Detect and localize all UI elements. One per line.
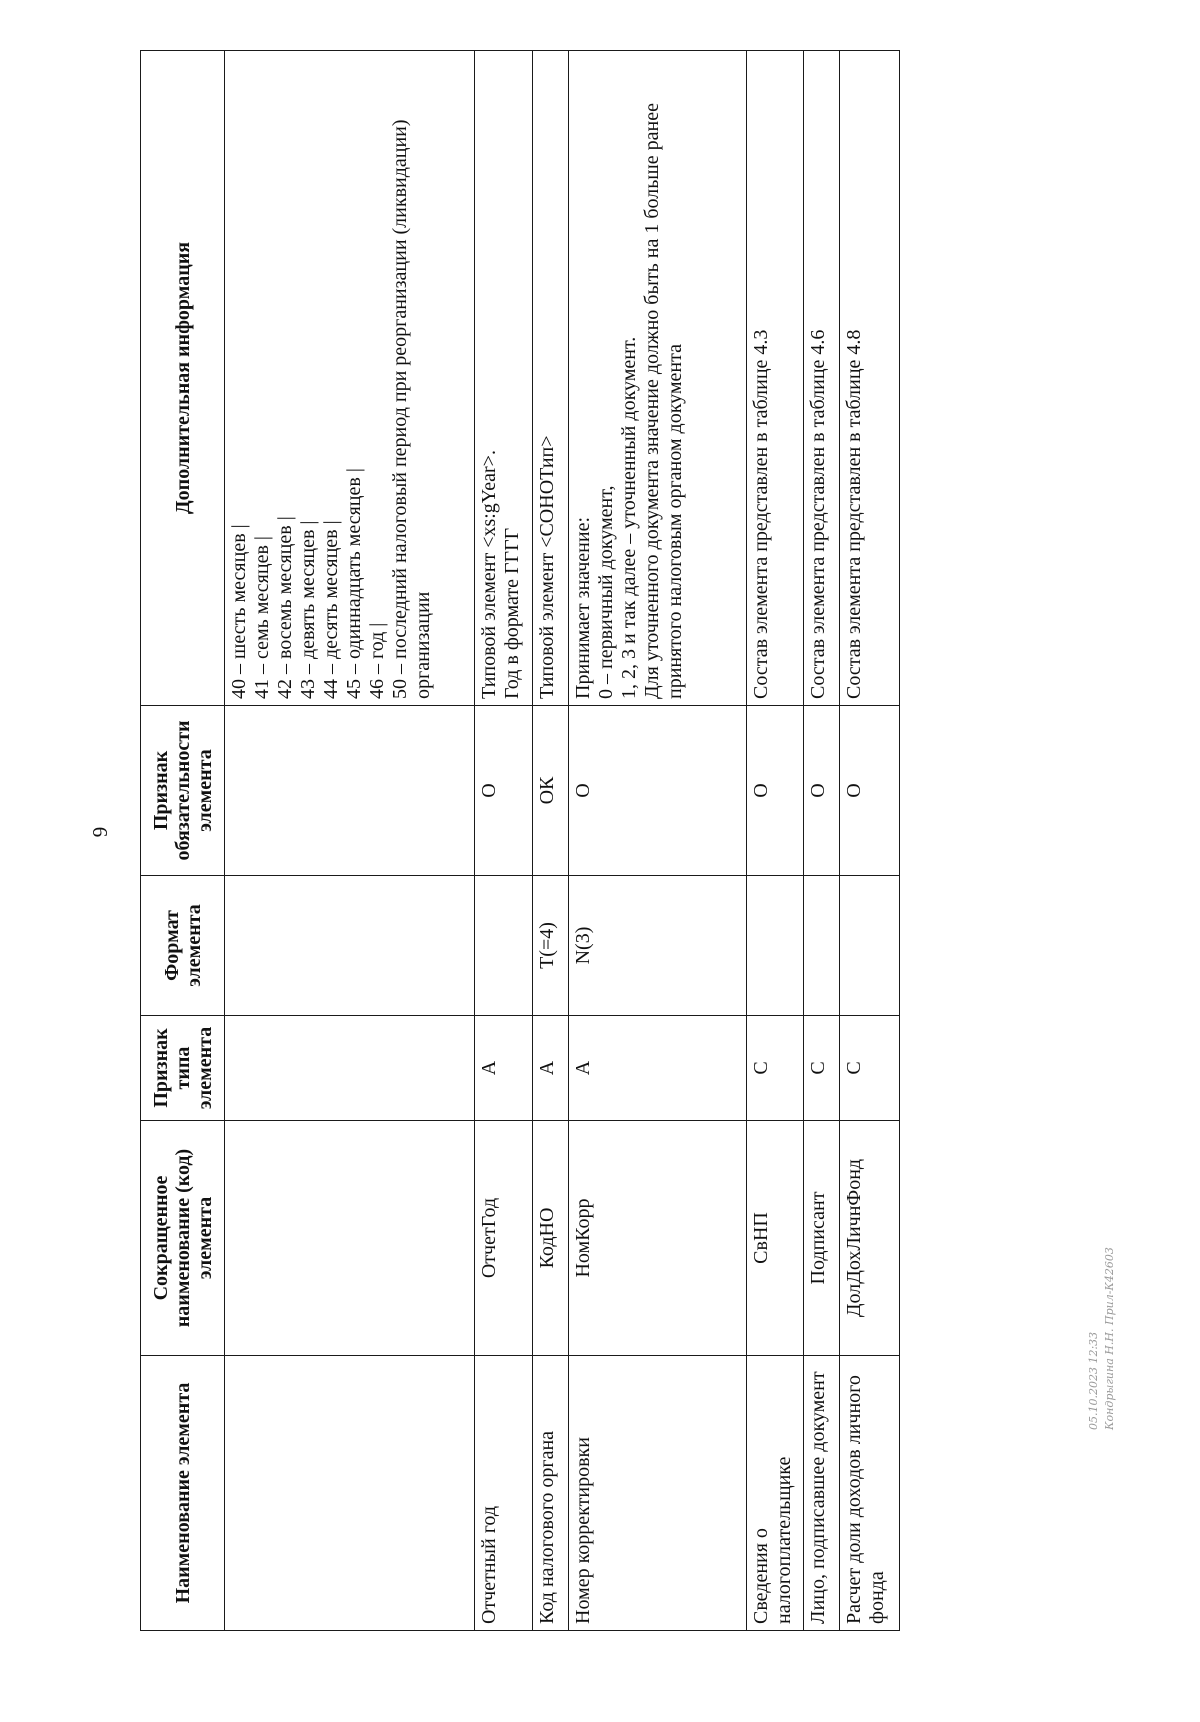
cell-required: О bbox=[803, 706, 839, 876]
cell-type: С bbox=[746, 1016, 803, 1121]
cell-format bbox=[746, 876, 803, 1016]
cell-info bbox=[569, 51, 747, 706]
header-type: Признак типа элемента bbox=[141, 1016, 225, 1121]
table-row bbox=[746, 51, 803, 1631]
cell-code: НомКорр bbox=[569, 1121, 747, 1356]
table-row bbox=[803, 51, 839, 1631]
info-line: Для уточненного документа значение должно быть на 1 больше ранее принятого налоговым органом документа bbox=[641, 103, 687, 699]
cell-type: А bbox=[475, 1016, 533, 1121]
header-required: Признак обязательности элемента bbox=[141, 706, 225, 876]
cell-info bbox=[475, 51, 533, 706]
cell-code: КодНО bbox=[533, 1121, 569, 1356]
cell-info bbox=[840, 51, 900, 706]
cell-required: О bbox=[569, 706, 747, 876]
cell-required: О bbox=[840, 706, 900, 876]
info-line: Принимает значение: bbox=[572, 516, 595, 699]
cell-type: С bbox=[803, 1016, 839, 1121]
cell-info bbox=[803, 51, 839, 706]
cell-required: О bbox=[746, 706, 803, 876]
header-format: Формат элемента bbox=[141, 876, 225, 1016]
header-row bbox=[141, 51, 225, 1631]
cell-info bbox=[746, 51, 803, 706]
stamp-line: 05.10.2023 12:33 bbox=[1087, 1331, 1100, 1430]
info-line: 44 – десять месяцев | bbox=[320, 520, 342, 699]
info-line: 50 – последний налоговый период при реорганизации (ликвидации) организации bbox=[389, 119, 434, 699]
info-line: Состав элемента представлен в таблице 4.3 bbox=[749, 329, 772, 699]
info-line: 42 – восемь месяцев | bbox=[274, 516, 296, 699]
cell-name: Расчет доли доходов личного фонда bbox=[840, 1356, 900, 1631]
cell-code: СвНП bbox=[746, 1121, 803, 1356]
cell-name: Номер корректировки bbox=[569, 1356, 747, 1631]
cell-format: T(=4) bbox=[533, 876, 569, 1016]
table-row bbox=[840, 51, 900, 1631]
cell-name: Код налогового органа bbox=[533, 1356, 569, 1631]
table-row bbox=[475, 51, 533, 1631]
cell-info bbox=[225, 51, 475, 706]
cell-format bbox=[840, 876, 900, 1016]
info-line: Состав элемента представлен в таблице 4.6 bbox=[806, 329, 829, 699]
cell-format bbox=[803, 876, 839, 1016]
info-line: 0 – первичный документ, bbox=[595, 485, 618, 699]
info-line: Типовой элемент <xs:gYear>. bbox=[478, 450, 501, 699]
cell-required: ОК bbox=[533, 706, 569, 876]
info-line: 46 – год | bbox=[366, 622, 388, 699]
header-info: Дополнительная информация bbox=[141, 51, 225, 706]
cell-format bbox=[475, 876, 533, 1016]
cell-name: Сведения о налогоплательщике bbox=[746, 1356, 803, 1631]
cell-format: N(3) bbox=[569, 876, 747, 1016]
info-line: 45 – одиннадцать месяцев | bbox=[343, 468, 365, 699]
table-row bbox=[533, 51, 569, 1631]
info-line: Типовой элемент <СОНОТип> bbox=[536, 435, 559, 699]
cell-required: О bbox=[475, 706, 533, 876]
header-name: Наименование элемента bbox=[141, 1356, 225, 1631]
cell-type: А bbox=[569, 1016, 747, 1121]
page-number: 6 bbox=[88, 826, 112, 838]
cell-code: ОтчетГод bbox=[475, 1121, 533, 1356]
table-row-continuation bbox=[225, 51, 475, 1631]
table-row bbox=[569, 51, 747, 1631]
info-line: Состав элемента представлен в таблице 4.8 bbox=[843, 329, 866, 699]
info-line: Год в формате ГГГГ bbox=[501, 527, 524, 699]
cell-name: Лицо, подписавшее документ bbox=[803, 1356, 839, 1631]
signature-stamp bbox=[1086, 1240, 1122, 1430]
cell-type: С bbox=[840, 1016, 900, 1121]
header-code: Сокращенное наименование (код) элемента bbox=[141, 1121, 225, 1356]
info-line: 41 – семь месяцев | bbox=[251, 536, 273, 699]
elements-table bbox=[140, 50, 900, 1631]
cell-info bbox=[533, 51, 569, 706]
cell-code: ДолДохЛичнФонд bbox=[840, 1121, 900, 1356]
info-line: 43 – девять месяцев | bbox=[297, 520, 319, 699]
cell-code: Подписант bbox=[803, 1121, 839, 1356]
info-line: 40 – шесть месяцев | bbox=[228, 524, 250, 699]
rotated-table-container bbox=[140, 51, 900, 1631]
cell-name: Отчетный год bbox=[475, 1356, 533, 1631]
cell-type: А bbox=[533, 1016, 569, 1121]
stamp-line: Кондрыгина Н.Н. Прил-К42603 bbox=[1103, 1247, 1116, 1430]
info-line: 1, 2, 3 и так далее – уточненный документ. bbox=[618, 336, 641, 699]
